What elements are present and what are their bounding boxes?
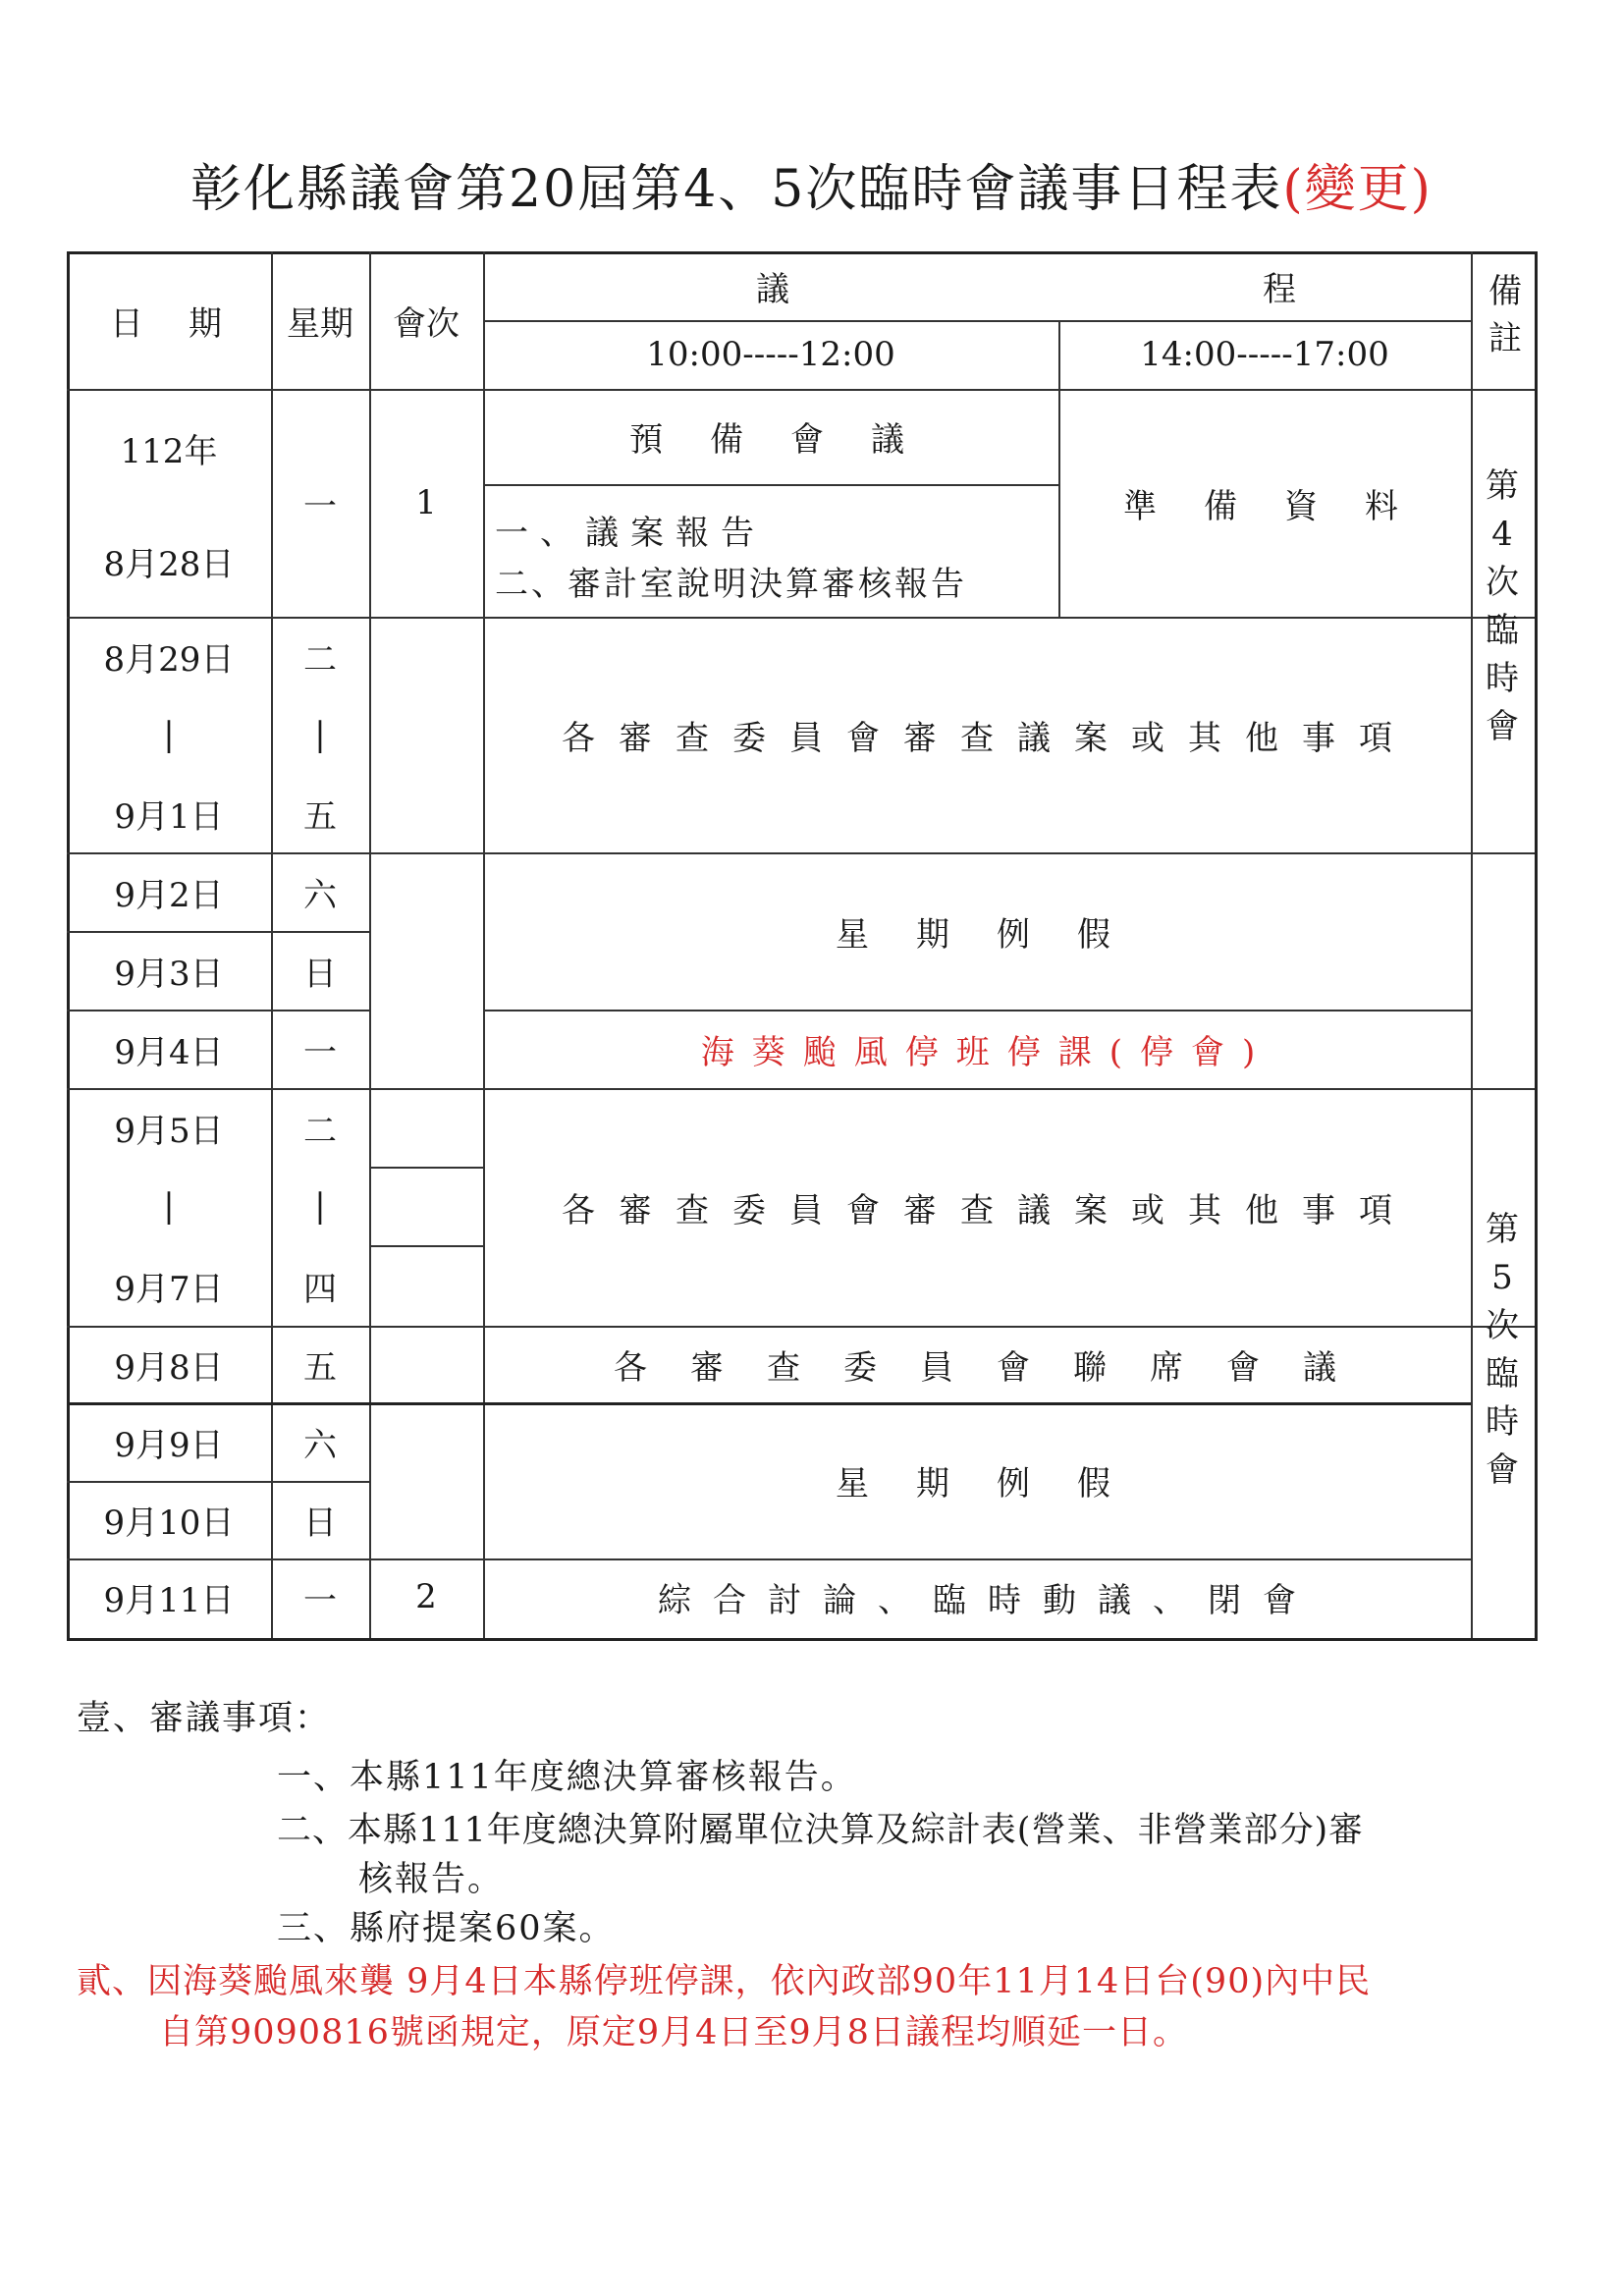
remark-char: 次 [1486,563,1519,602]
remark-char: 第 [1486,1210,1519,1249]
row4-date: 9月3日 [114,954,224,994]
row10-session: 2 [415,1577,437,1616]
row89-agenda: 星期例假 [836,1464,1158,1503]
row6-date-start: 9月5日 [114,1111,224,1151]
remark-char: 4 [1491,515,1513,554]
row2-date-end: 9月1日 [114,796,224,837]
row2-date-start: 8月29日 [103,639,235,680]
header-date: 日 期 [110,303,228,344]
remark-char: 時 [1486,1402,1519,1442]
divider [369,1167,483,1169]
remark-char: 5 [1491,1258,1513,1297]
header-remark-text: 備註 [1482,273,1522,367]
remark-session-5 [1471,1206,1534,1495]
row10-agenda: 綜合討論、臨時動議、閉會 [658,1580,1318,1620]
notes-change-line-2: 自第9090816號函規定，原定9月4日至9月8日議程均順延一日。 [159,2013,1188,2052]
row7-weekday: 五 [303,1347,337,1388]
remark-char: 時 [1486,659,1519,698]
row10-weekday: 一 [303,1580,337,1620]
row1-am-item2: 二、審計室說明決算審核報告 [495,564,967,604]
row1-pm: 準備資料 [1123,486,1445,526]
row6-date-dash: | [163,1186,175,1226]
remark-char: 臨 [1486,611,1519,650]
row9-weekday: 日 [303,1503,337,1543]
row6-weekday-end: 四 [303,1269,337,1309]
row2-weekday-dash: | [314,715,326,754]
remark-char: 會 [1486,1450,1519,1490]
row2-weekday-start: 二 [303,639,337,680]
row1-session: 1 [415,483,437,522]
remark-char: 次 [1486,1306,1519,1345]
divider [369,1245,483,1247]
title-main: 彰化縣議會第20屆第4、5次臨時會議事日程表 [190,160,1283,219]
remark-char: 會 [1486,707,1519,746]
row1-am-title: 預備會議 [629,420,951,460]
notes-heading: 壹、審議事項： [77,1699,332,1738]
row4-weekday: 日 [303,954,337,994]
title-change-mark: (變更) [1282,160,1433,219]
row3-weekday: 六 [303,875,337,915]
remark-char: 第 [1486,466,1519,506]
row2-weekday-end: 五 [303,796,337,837]
row6-weekday-start: 二 [303,1111,337,1151]
row9-date: 9月10日 [103,1503,235,1543]
header-weekday: 星期 [287,303,353,344]
notes-item-1: 一、本縣111年度總決算審核報告。 [277,1758,857,1797]
header-agenda-right: 程 [1263,269,1296,309]
row2-date-dash: | [163,715,175,754]
header-time-am: 10:00-----12:00 [646,335,895,374]
row5-agenda: 海葵颱風停班停課(停會) [700,1032,1273,1072]
row1-date-day: 8月28日 [103,544,235,584]
row8-date: 9月9日 [114,1425,224,1465]
row1-weekday: 一 [303,486,337,526]
row7-date: 9月8日 [114,1347,224,1388]
row3-date: 9月2日 [114,875,224,915]
page-title [0,147,1623,221]
notes-change-line-1: 貳、因海葵颱風來襲 9月4日本縣停班停課，依內政部90年11月14日台(90)內中民 [77,1962,1372,2001]
header-time-pm: 14:00-----17:00 [1140,335,1389,374]
remark-session-4 [1471,463,1534,751]
row10-date: 9月11日 [103,1580,235,1620]
notes-item-2a: 二、本縣111年度總決算附屬單位決算及綜計表(營業、非營業部分)審 [277,1811,1365,1850]
divider [483,484,1058,486]
header-remark [1471,251,1534,389]
remark-char: 臨 [1486,1354,1519,1394]
row34-agenda: 星期例假 [836,914,1158,955]
header-agenda-left: 議 [756,269,789,309]
notes-item-3: 三、縣府提案60案。 [277,1909,616,1948]
row8-weekday: 六 [303,1425,337,1465]
row7-agenda: 各審查委員會聯席會議 [614,1347,1380,1388]
row6-agenda: 各審查委員會審查議案或其他事項 [562,1190,1416,1230]
schedule-table [67,251,1538,1641]
row1-am-item1: 一、議案報告 [495,513,766,553]
row6-date-end: 9月7日 [114,1269,224,1309]
row5-date: 9月4日 [114,1032,224,1072]
header-session: 會次 [393,303,460,344]
row2-agenda: 各審查委員會審查議案或其他事項 [562,718,1416,758]
row1-date-year: 112年 [120,431,218,471]
notes-item-2b: 核報告。 [358,1860,505,1899]
row6-weekday-dash: | [314,1186,326,1226]
row5-weekday: 一 [303,1032,337,1072]
